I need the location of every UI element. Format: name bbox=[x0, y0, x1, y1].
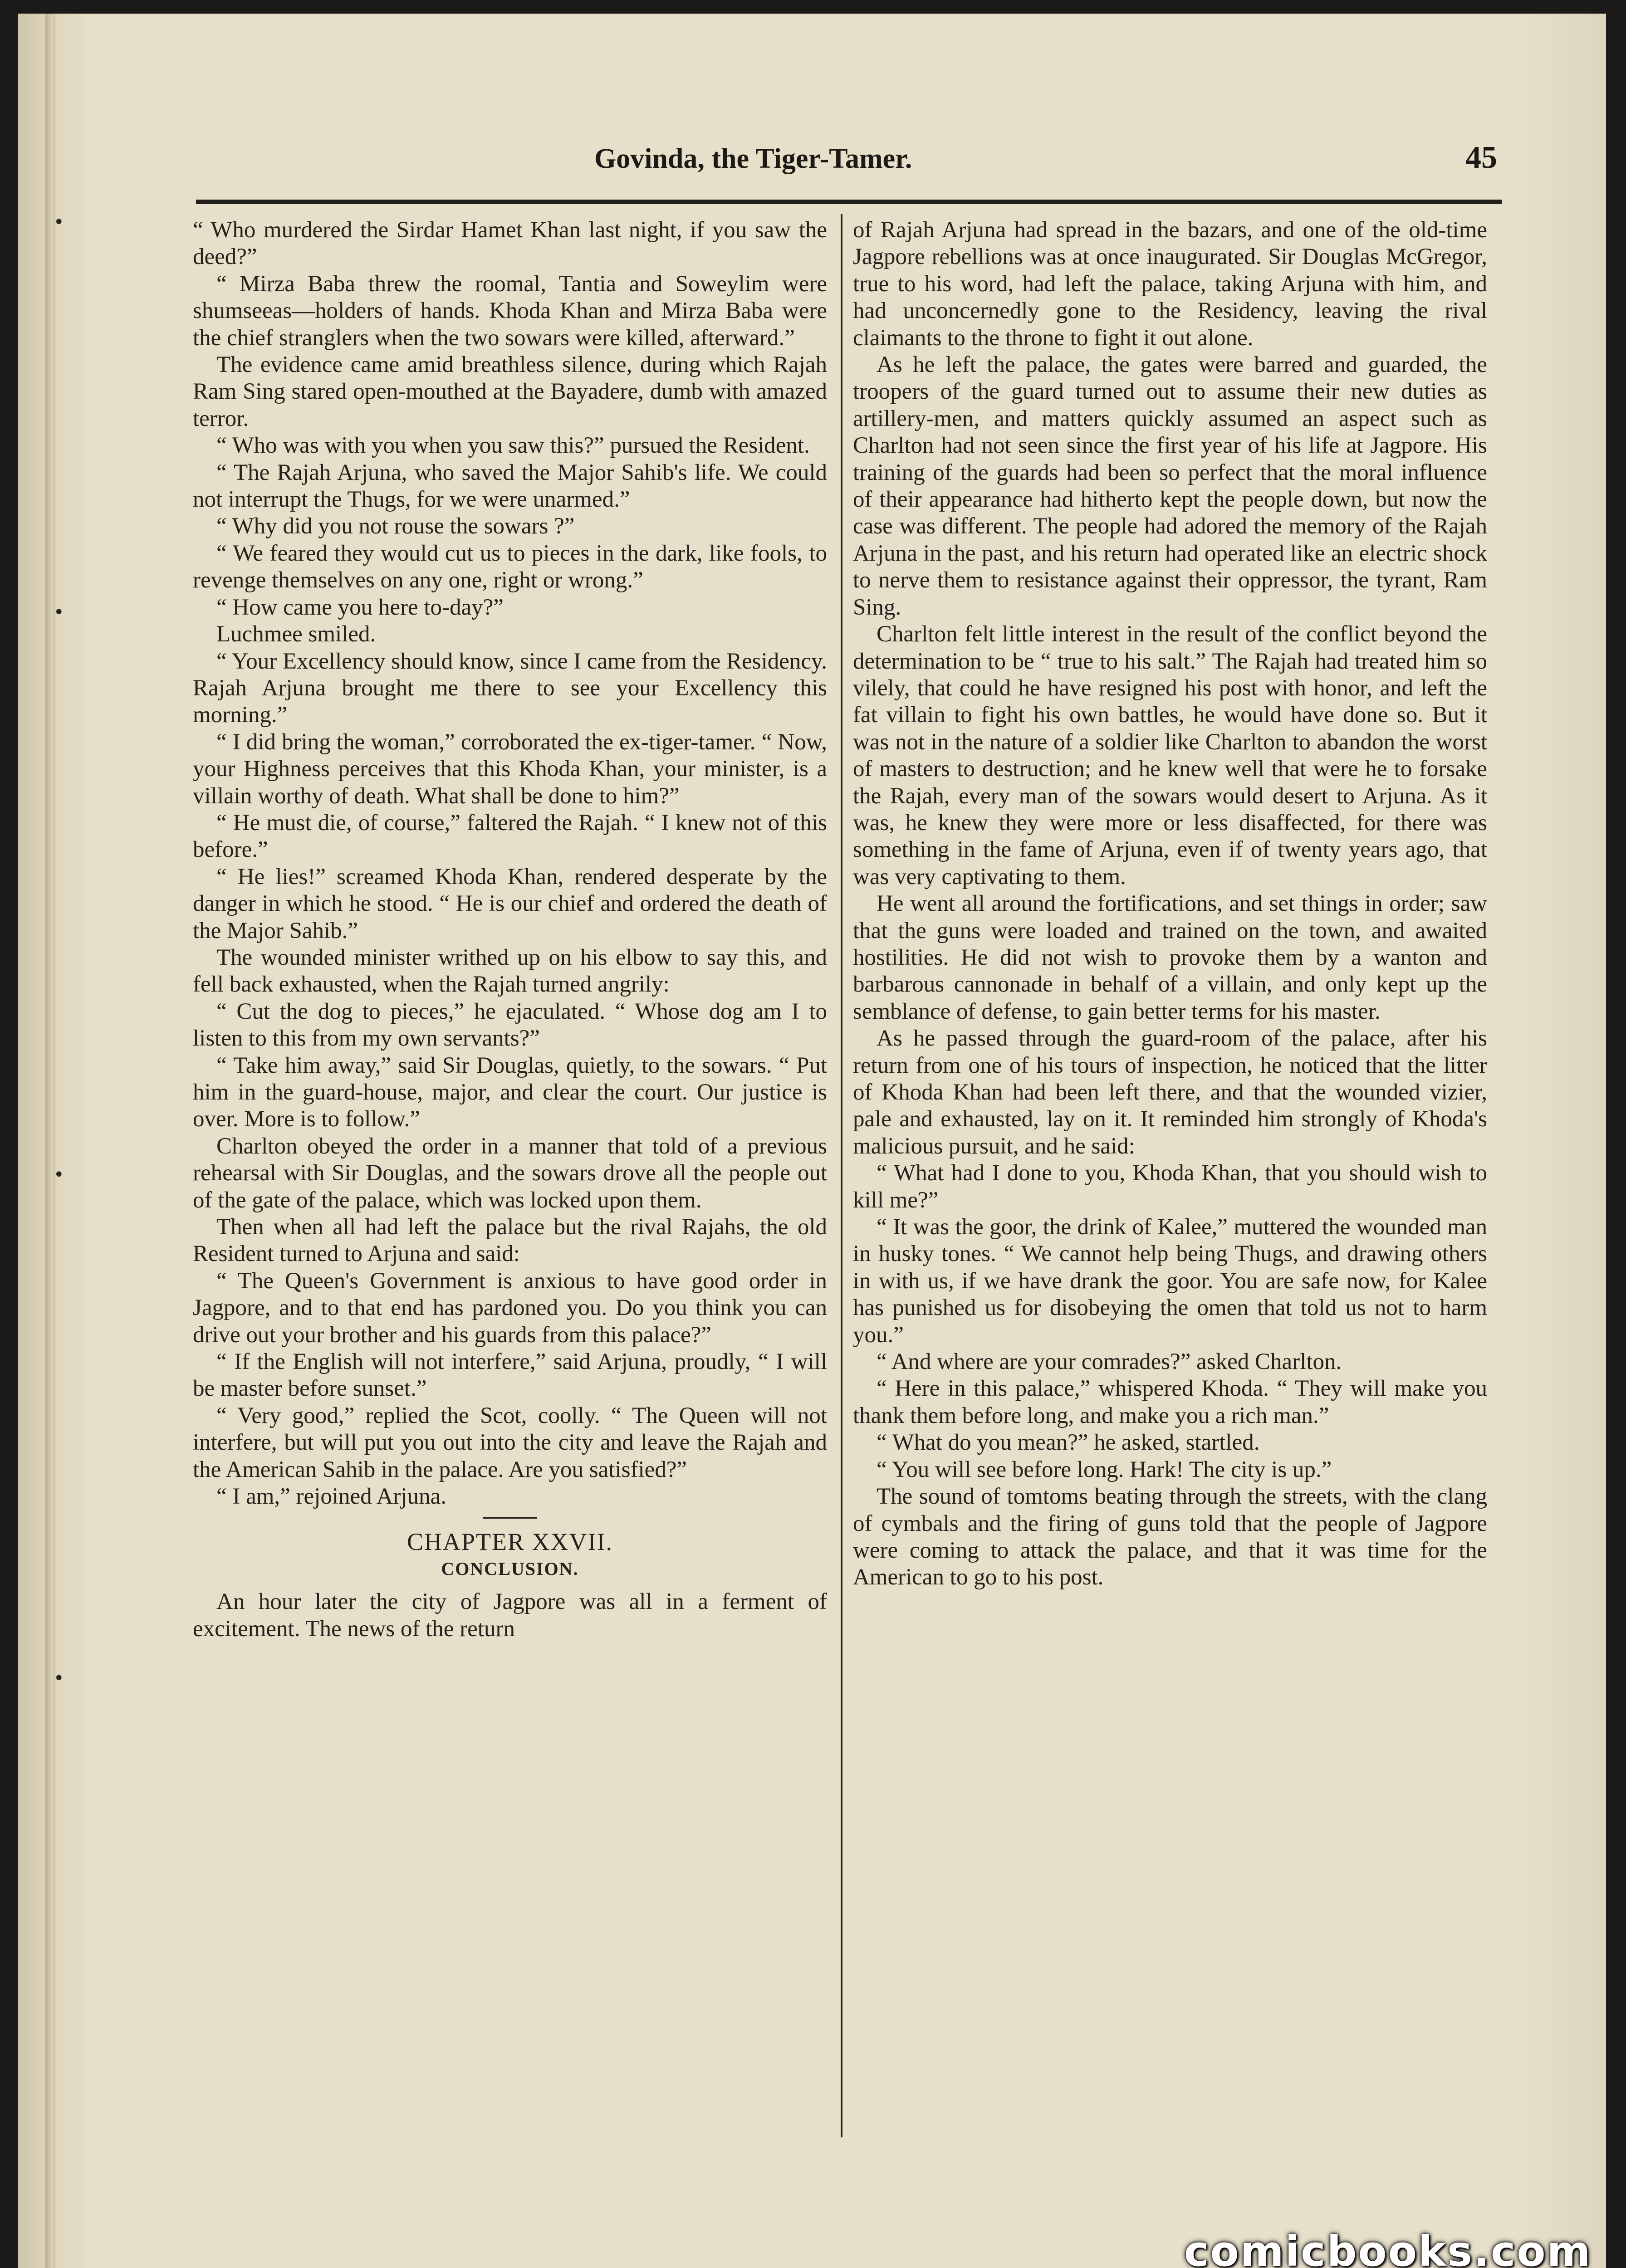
paragraph: “ We feared they would cut us to pieces in the dark, like fools, to revenge themselves on any one, right or wrong.” bbox=[193, 540, 827, 593]
paragraph: The wounded minister writhed up on his elbow to say this, and fell back exhausted, when the Rajah turned angrily: bbox=[193, 944, 827, 997]
paragraph: “ You will see before long. Hark! The city is up.” bbox=[877, 1457, 1332, 1482]
paragraph: “ What had I done to you, Khoda Khan, that you should wish to kill me?” bbox=[853, 1160, 1487, 1213]
paragraph: The evidence came amid breathless silence, during which Rajah Ram Sing stared open-mouthed at the Bayadere, dumb with amazed terror. bbox=[193, 352, 827, 431]
paragraph: “ If the English will not interfere,” said Arjuna, proudly, “ I will be master before sunset.” bbox=[193, 1349, 827, 1402]
paragraph: He went all around the fortifications, and set things in order; saw that the guns were loaded and trained on the town, and awaited hostilities. He did not wish to provoke them by a wanton and barbarous cannonade in behalf of a villain, and only kept up the semblance of defense, to gain better terms for his master. bbox=[853, 891, 1487, 1024]
chapter-rule bbox=[483, 1517, 537, 1519]
paragraph: “ And where are your comrades?” asked Charlton. bbox=[877, 1349, 1342, 1375]
paragraph: “ Very good,” replied the Scot, coolly. “ The Queen will not interfere, but will put you out into the city and leave the Rajah and the American Sahib in the palace. Are you satisfied?” bbox=[193, 1403, 827, 1482]
page-number: 45 bbox=[1465, 140, 1497, 175]
paragraph: “ He must die, of course,” faltered the Rajah. “ I knew not of this before.” bbox=[193, 810, 827, 863]
binding-stitch: • bbox=[54, 1668, 64, 1689]
header-rule bbox=[196, 200, 1502, 204]
binding-stitch: • bbox=[54, 1164, 64, 1185]
paragraph: “ He lies!” screamed Khoda Khan, rendered desperate by the danger in which he stood. “ He is our chief and ordered the death of the Major Sahib.” bbox=[193, 864, 827, 943]
left-column bbox=[193, 217, 827, 2140]
paragraph: “ Mirza Baba threw the roomal, Tantia and Soweylim were shumseeas—holders of hands. Khoda Khan and Mirza Baba were the chief stranglers when the two sowars were killed, afterward.” bbox=[193, 271, 827, 351]
chapter-opening-paragraph: An hour later the city of Jagpore was all in a ferment of excitement. The news of the return bbox=[193, 1589, 827, 1642]
paragraph: “ Take him away,” said Sir Douglas, quietly, to the sowars. “ Put him in the guard-house, major, and clear the court. Our justice is over. More is to follow.” bbox=[193, 1052, 827, 1132]
column-divider bbox=[841, 214, 842, 2137]
paragraph: “ What do you mean?” he asked, startled. bbox=[877, 1430, 1260, 1456]
paragraph: “ I did bring the woman,” corroborated the ex-tiger-tamer. “ Now, your Highness perceives that this Khoda Khan, your minister, is a villain worthy of death. What shall be done to him?” bbox=[193, 729, 827, 809]
binding-stitch: • bbox=[54, 602, 64, 623]
paragraph: “ The Rajah Arjuna, who saved the Major Sahib's life. We could not interrupt the Thugs, for we were unarmed.” bbox=[193, 459, 827, 513]
paragraph: “ The Queen's Government is anxious to have good order in Jagpore, and to that end has pardoned you. Do you think you can drive out your brother and his guards from this palace?” bbox=[193, 1268, 827, 1348]
paragraph: “ Who was with you when you saw this?” pursued the Resident. bbox=[216, 433, 810, 459]
paragraph: As he left the palace, the gates were barred and guarded, the troopers of the guard turned out to assume their new duties as artillery-men, and matters quickly assumed an aspect such as Charlton had not seen since the first year of his life at Jagpore. His training of the guards had been so perfect that the moral influence of their appearance had hitherto kept the people down, but now the case was different. The people had adored the memory of the Rajah Arjuna in the past, and his return had operated like an electric shock to nerve them to resistance against their oppressor, the tyrant, Ram Sing. bbox=[853, 352, 1487, 620]
paragraph: “ I am,” rejoined Arjuna. bbox=[216, 1484, 446, 1510]
paragraph: of Rajah Arjuna had spread in the bazars, and one of the old-time Jagpore rebellions was at once inaugurated. Sir Douglas McGregor, true to his word, had left the palace, taking Arjuna with him, and had unconcernedly gone to the Residency, leaving the rival claimants to the throne to fight it out alone. bbox=[853, 217, 1487, 351]
paragraph: The sound of tomtoms beating through the streets, with the clang of cymbals and the firing of guns told that the people of Jagpore were coming to attack the palace, and that it was time for the American to go to his post. bbox=[853, 1484, 1487, 1590]
paragraph: Charlton felt little interest in the result of the conflict beyond the determination to be “ true to his salt.” The Rajah had treated him so vilely, that could he have resigned his post with honor, and left the fat villain to fight his own battles, he would have done so. But it was not in the nature of a soldier like Charlton to abandon the worst of masters to destruction; and he knew well that were he to forsake the Rajah, every man of the sowars would desert to Arjuna. As it was, he knew they were more or less disaffected, for there was something in the fame of Arjuna, even if of twenty years ago, that was very captivating to them. bbox=[853, 621, 1487, 890]
site-watermark: comicbooks.com bbox=[1184, 2227, 1592, 2268]
running-header-title: Govinda, the Tiger-Tamer. bbox=[594, 143, 912, 174]
paragraph: “ Who murdered the Sirdar Hamet Khan last night, if you saw the deed?” bbox=[193, 217, 827, 270]
paragraph: Charlton obeyed the order in a manner that told of a previous rehearsal with Sir Douglas, and the sowars drove all the people out of the gate of the palace, which was locked upon them. bbox=[193, 1133, 827, 1213]
paragraph: Then when all had left the palace but the rival Rajahs, the old Resident turned to Arjuna and said: bbox=[193, 1214, 827, 1267]
chapter-title: CHAPTER XXVII. bbox=[407, 1528, 613, 1555]
binding-stitch: • bbox=[54, 212, 64, 233]
chapter-subtitle: CONCLUSION. bbox=[441, 1558, 579, 1579]
paragraph: “ How came you here to-day?” bbox=[216, 594, 504, 620]
paragraph: “ Here in this palace,” whispered Khoda. “ They will make you thank them before long, and make you a rich man.” bbox=[853, 1376, 1487, 1428]
right-column bbox=[853, 217, 1487, 2140]
paragraph: As he passed through the guard-room of the palace, after his return from one of his tours of inspection, he noticed that the litter of Khoda Khan had been left there, and that the wounded vizier, pale and exhausted, lay on it. It reminded him strongly of Khoda's malicious pursuit, and he said: bbox=[853, 1026, 1487, 1159]
paragraph: “ It was the goor, the drink of Kalee,” muttered the wounded man in husky tones. “ We cannot help being Thugs, and drawing others in with us, if we have drank the goor. You are safe now, for Kalee has punished us for disobeying the omen that told us not to harm you.” bbox=[853, 1214, 1487, 1348]
paragraph: Luchmee smiled. bbox=[216, 621, 376, 647]
paragraph: “ Cut the dog to pieces,” he ejaculated. “ Whose dog am I to listen to this from my own servants?” bbox=[193, 998, 827, 1051]
binding-fold bbox=[45, 14, 55, 2268]
paragraph: “ Why did you not rouse the sowars ?” bbox=[216, 513, 575, 539]
paragraph: “ Your Excellency should know, since I came from the Residency. Rajah Arjuna brought me there to see your Excellency this morning.” bbox=[193, 648, 827, 728]
